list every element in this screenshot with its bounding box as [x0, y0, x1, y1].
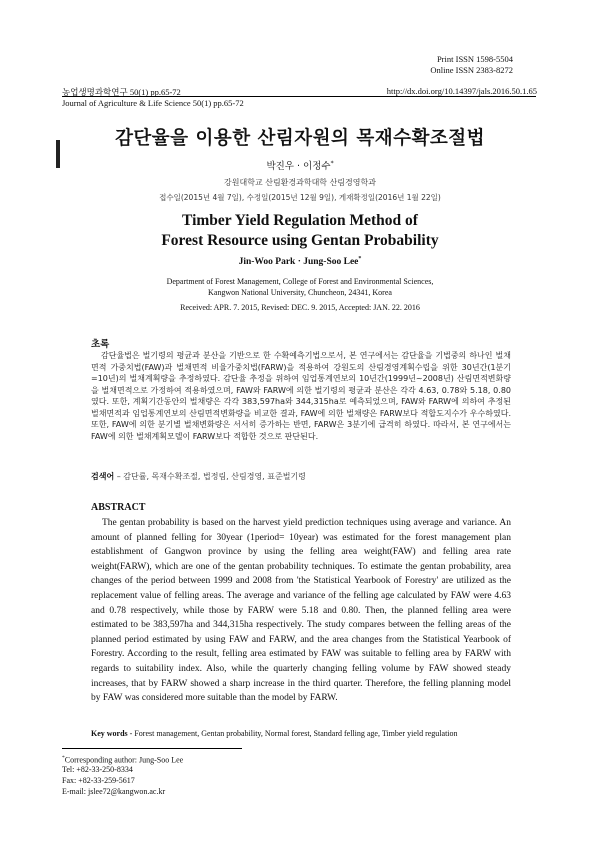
english-keywords: Key words - Forest management, Gentan probability, Normal forest, Standard felling age, Timber yield regulation: [91, 729, 458, 738]
footnote-corresponding: *Corresponding author: Jung-Soo Lee: [62, 755, 184, 765]
header-rule: [62, 96, 536, 97]
footnote-tel: Tel: +82-33-250-8334: [62, 765, 133, 774]
english-dates: Received: APR. 7. 2015, Revised: DEC. 9. 2015, Accepted: JAN. 22. 2016: [180, 303, 420, 312]
korean-affiliation: 강원대학교 산림환경과학대학 산림경영학과: [224, 178, 376, 187]
print-issn: Print ISSN 1598-5504: [436, 54, 513, 64]
footnote-rule: [62, 748, 242, 749]
korean-abstract-heading: 초록: [91, 339, 110, 350]
korean-abstract-text: 감단율법은 벌기령의 평균과 분산을 기반으로 한 수확예측기법으로서, 본 연구에서는 감단율을 기법중의 하나인 벌채면적 가중치법(FAW)과 벌채면적 비율가중치법(FARW)을 적용하여 강원도의 산림경영계획수립을 위한 30년간(1분기=10년)의 벌채계획량을 추정하였다. 감단율 추정을 위하여 임업통계연보의 10년간(1999년~2008년) 산림면적변화량을 벌채면적으로 가정하여 적용하였으며, FAW와 FARW에 의한 벌기령의 평균과 분산은 각각 4.63, 0.78와 5.18, 0.80였다. 또한, 계획기간동안의 벌채량은 각각 383,597ha와 344,315ha로 예측되었으며, FAW와 FARW에 의하여 추정된 벌채면적과 임업통계연보의 산림면적변화량을 비교한 결과, FAW에 의한 벌채량은 FARW보다 적합도지수가 우수하였다. 또한, FAW에 의한 분기별 벌채변화량은 서서히 증가하는 반면, FARW은 3분기에 급격히 하였다. 따라서, 본 연구에서는 FAW에 의한 벌채계획모델이 FARW보다 적합한 것으로 판단된다.: [91, 351, 511, 441]
abstract-heading: ABSTRACT: [91, 502, 146, 513]
english-title-line1: Timber Yield Regulation Method of: [182, 212, 418, 229]
korean-authors: 박진우 · 이정수*: [266, 159, 334, 172]
korean-title: 감단율을 이용한 산림자원의 목재수확조절법: [115, 128, 485, 149]
abstract-text: The gentan probability is based on the harvest yield prediction techniques using average and variance. An amount of planned felling for 30year (1period= 10year) was estimated for the forest management plan establishment of Gangwon province by using the felling area weight(FAW) and felling area rate weight(FARW), which are one of the gentan probability techniques. To estimate the gentan probability, area changes of the period between 1999 and 2008 from 'the Statistical Yearbook of Forestry' are utilized as the replacement value of felling areas. The average and variance of the felling age calculated by FAW were 4.63 and 0.78 respectively, while those by FARW were 5.18 and 0.80. Then, the planned felling area were estimated to be 383,597ha and 344,315ha respectively. The study compares between the felling areas of the planned period estimated by using FAW and FARW, and the area changes from the Statistical Yearbook of Forestry. According to the result, felling area estimated by FAW was suitable to felling area by FARW with regards to suitability index. Also, while the quarterly changing felling volume by FAW showed steady increases, that by FARW showed a sharp increase in the third quarter. Therefore, the felling planning model by FAW was considered more suitable than the model by FARW.: [91, 518, 511, 704]
english-affiliation-line2: Kangwon National University, Chuncheon, 24341, Korea: [208, 288, 392, 297]
footnote-fax: Fax: +82-33-259-5617: [62, 776, 135, 785]
footnote-email[interactable]: E-mail: jslee72@kangwon.ac.kr: [62, 787, 166, 796]
english-title-line2: Forest Resource using Gentan Probability: [161, 232, 439, 249]
english-affiliation-line1: Department of Forest Management, College of Forest and Environmental Sciences,: [166, 277, 434, 286]
english-authors: Jin-Woo Park · Jung-Soo Lee*: [238, 256, 362, 268]
korean-dates: 접수일(2015년 4월 7일), 수정일(2015년 12월 9일), 게재확정일(2016년 1월 22일): [159, 193, 441, 202]
journal-english-citation: Journal of Agriculture & Life Science 50(1) pp.65-72: [62, 98, 244, 108]
online-issn: Online ISSN 2383-8272: [430, 65, 513, 75]
korean-keywords: 검색어 – 감단률, 목재수확조절, 법정림, 산림경영, 표준벌기령: [91, 472, 306, 481]
doi-link[interactable]: http://dx.doi.org/10.14397/jals.2016.50.1.65: [386, 86, 537, 96]
journal-korean-citation: 농업생명과학연구 50(1) pp.65-72: [62, 87, 181, 97]
